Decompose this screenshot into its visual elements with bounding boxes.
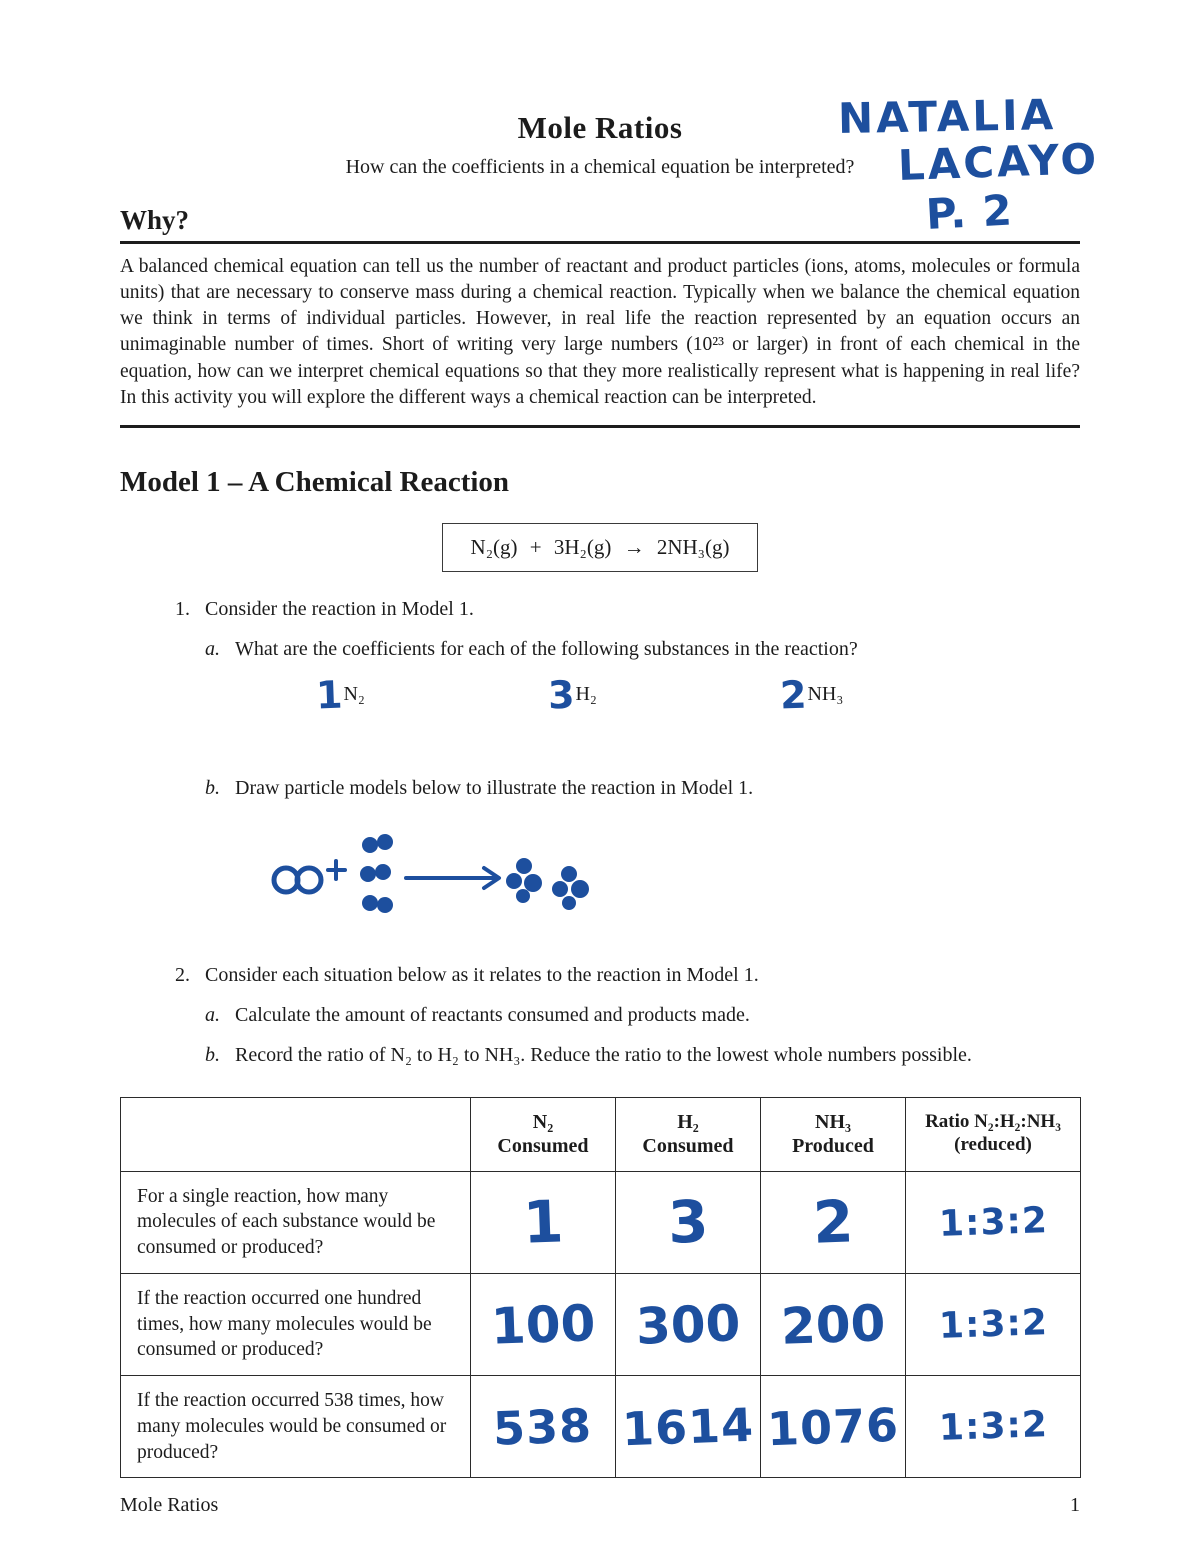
coefficient-answer-n2 xyxy=(316,673,365,717)
answer-cell xyxy=(471,1171,616,1273)
question-2b-text: Record the ratio of N₂ to H₂ to NH₃. Reduce the ratio to the lowest whole numbers possible. xyxy=(235,1043,972,1066)
substance-h2: H₂ xyxy=(575,682,597,705)
substance-n2: N₂ xyxy=(343,682,365,705)
answer-cell xyxy=(616,1273,761,1375)
header-h2-formula: H₂ xyxy=(677,1111,699,1134)
question-1 xyxy=(120,598,1080,621)
row-question: For a single reaction, how many molecules of each substance would be consumed or produced? xyxy=(121,1171,471,1273)
answer-cell xyxy=(616,1376,761,1478)
handwritten-last-name: LACAYO xyxy=(897,133,1100,190)
row-question: If the reaction occurred one hundred times, how many molecules would be consumed or produced? xyxy=(121,1273,471,1375)
row-question: If the reaction occurred 538 times, how many molecules would be consumed or produced? xyxy=(121,1376,471,1478)
question-1a-label: a. xyxy=(205,637,220,660)
answer-cell xyxy=(761,1376,906,1478)
question-1b xyxy=(120,777,1080,800)
page-footer xyxy=(120,1494,1080,1517)
handwritten-ratio-answer: 1:3:2 xyxy=(937,1199,1049,1245)
question-1a-text: What are the coefficients for each of the following substances in the reaction? xyxy=(235,637,858,660)
table-header-ratio xyxy=(906,1097,1081,1171)
question-2-number: 2. xyxy=(175,963,190,986)
question-2b xyxy=(120,1044,1080,1067)
footer-page-number: 1 xyxy=(1070,1494,1080,1516)
header-ratio-formula: Ratio N₂:H₂:NH₃ xyxy=(925,1111,1061,1133)
header-nh3-label: Produced xyxy=(792,1135,874,1158)
handwritten-answer: 1076 xyxy=(766,1397,900,1457)
answer-cell xyxy=(906,1171,1081,1273)
table-header-h2-consumed xyxy=(616,1097,761,1171)
handwritten-coefficient-h2: 3 xyxy=(547,672,576,718)
question-1-text: Consider the reaction in Model 1. xyxy=(205,597,474,620)
coefficient-answers-row xyxy=(120,673,1080,731)
handwritten-coefficient-n2: 1 xyxy=(315,672,344,718)
question-1a xyxy=(120,638,1080,661)
substance-nh3: NH₃ xyxy=(807,682,844,705)
question-2a xyxy=(120,1004,1080,1027)
handwritten-answer: 100 xyxy=(489,1293,597,1356)
divider-bottom xyxy=(120,425,1080,428)
answer-cell xyxy=(761,1171,906,1273)
header-ratio-label: (reduced) xyxy=(954,1134,1032,1156)
equation-container xyxy=(120,523,1080,572)
handwritten-answer: 538 xyxy=(492,1398,594,1456)
question-2a-text: Calculate the amount of reactants consumed and products made. xyxy=(235,1003,750,1026)
question-2-text: Consider each situation below as it relates to the reaction in Model 1. xyxy=(205,963,759,986)
why-paragraph: A balanced chemical equation can tell us the number of reactant and product particles (ions, atoms, molecules or formula units) that are necessary to conserve mass during a chemical reaction. Typically when we balance the chemical equation we think in terms of individual particles. However, in real life the reaction represented by an equation occurs an unimaginable number of times. Short of writing very large numbers (10²³ or larger) in front of each chemical in the equation, how can we interpret chemical equations so that they more realistically represent what is happening in real life? In this activity you will explore the different ways a chemical reaction can be interpreted. xyxy=(120,256,1080,408)
answer-cell xyxy=(906,1376,1081,1478)
handwritten-answer: 2 xyxy=(811,1187,855,1258)
handwritten-answer: 1 xyxy=(521,1187,565,1258)
divider-top xyxy=(120,241,1080,244)
why-heading: Why? xyxy=(120,205,190,235)
model1-heading: Model 1 – A Chemical Reaction xyxy=(120,465,510,498)
answer-cell xyxy=(906,1273,1081,1375)
handwritten-answer: 3 xyxy=(666,1187,710,1258)
table-header-n2-consumed xyxy=(471,1097,616,1171)
particle-model-area xyxy=(268,828,1080,938)
handwritten-answer: 200 xyxy=(779,1293,887,1356)
table-row xyxy=(121,1376,1081,1478)
handwritten-answer: 1614 xyxy=(621,1397,755,1457)
answer-cell xyxy=(471,1273,616,1375)
answer-cell xyxy=(616,1171,761,1273)
handwritten-ratio-answer: 1:3:2 xyxy=(937,1302,1049,1347)
handwritten-coefficient-nh3: 2 xyxy=(779,672,808,718)
handwritten-first-name: NATALIA xyxy=(837,90,1057,143)
chemical-equation: N₂(g) + 3H₂(g) → 2NH₃(g) xyxy=(442,523,759,572)
coefficient-answer-nh3 xyxy=(780,673,843,717)
page-subtitle: How can the coefficients in a chemical equation be interpreted? xyxy=(345,156,855,178)
handwritten-period: P. 2 xyxy=(924,185,1015,239)
mole-ratio-table xyxy=(120,1097,1081,1479)
table-row xyxy=(121,1273,1081,1375)
page-title: Mole Ratios xyxy=(517,110,683,145)
table-header-nh3-produced xyxy=(761,1097,906,1171)
header-n2-label: Consumed xyxy=(497,1135,589,1158)
question-2a-label: a. xyxy=(205,1003,220,1026)
handwritten-ratio-answer: 1:3:2 xyxy=(937,1404,1049,1450)
question-2b-label: b. xyxy=(205,1043,220,1066)
question-2 xyxy=(120,964,1080,987)
handwritten-answer: 300 xyxy=(634,1293,742,1356)
handwritten-particle-model-drawing xyxy=(268,828,603,933)
table-row xyxy=(121,1171,1081,1273)
footer-title: Mole Ratios xyxy=(120,1494,219,1516)
question-1-number: 1. xyxy=(175,597,190,620)
answer-cell xyxy=(761,1273,906,1375)
header-h2-label: Consumed xyxy=(642,1135,734,1158)
table-header-row xyxy=(121,1097,1081,1171)
answer-cell xyxy=(471,1376,616,1478)
question-1b-text: Draw particle models below to illustrate the reaction in Model 1. xyxy=(235,776,754,799)
header-n2-formula: N₂ xyxy=(532,1111,554,1134)
table-header-blank xyxy=(121,1097,471,1171)
question-1b-label: b. xyxy=(205,776,220,799)
coefficient-answer-h2 xyxy=(548,673,597,717)
header-nh3-formula: NH₃ xyxy=(815,1111,851,1134)
